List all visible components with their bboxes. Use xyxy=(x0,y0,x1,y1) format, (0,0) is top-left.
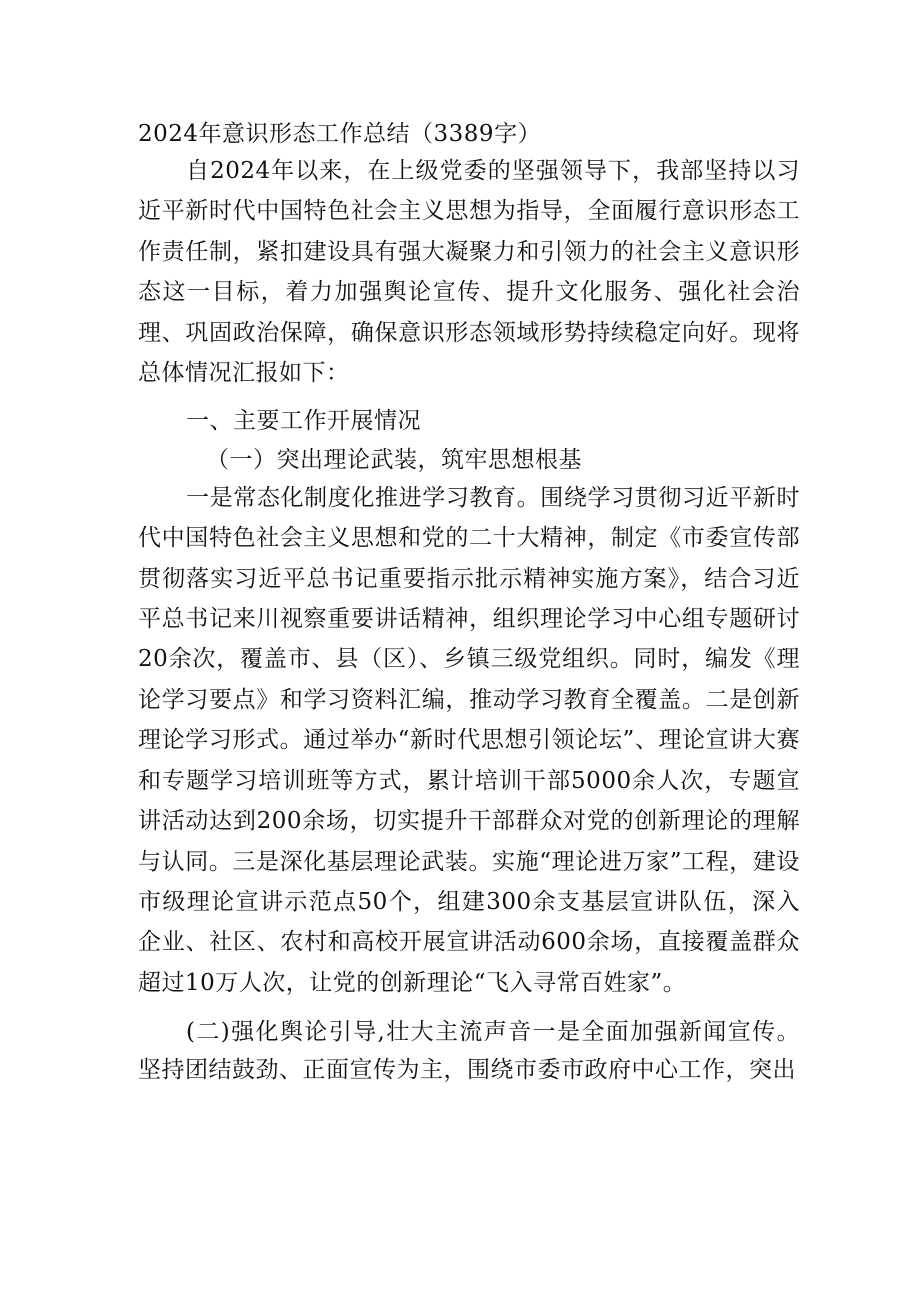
theory-paragraph: 一是常态化制度化推进学习教育。围绕学习贯彻习近平新时代中国特色社会主义思想和党的二十大精神，制定《市委宣传部贯彻落实习近平总书记重要指示批示精神实施方案》，结合习近平总书记来川视察重要讲话精神，组织理论学习中心组专题研讨20余次，覆盖市、县（区）、乡镇三级党组织。同时，编发《理论学习要点》和学习资料汇编，推动学习教育全覆盖。二是创新理论学习形式。通过举办“新时代思想引领论坛”、理论宣讲大赛和专题学习培训班等方式，累计培训干部5000余人次，专题宣讲活动达到200余场，切实提升干部群众对党的创新理论的理解与认同。三是深化基层理论武装。实施“理论进万家”工程，建设市级理论宣讲示范点50个，组建300余支基层宣讲队伍，深入企业、社区、农村和高校开展宣讲活动600余场，直接覆盖群众超过10万人次，让党的创新理论“飞入寻常百姓家”。 xyxy=(138,484,800,996)
section-heading-main-work: 一、主要工作开展情况 xyxy=(186,408,421,435)
paragraph-spacing xyxy=(138,393,800,401)
document-body xyxy=(138,111,800,1089)
public-opinion-paragraph: (二)强化舆论引导,壮大主流声音一是全面加强新闻宣传。坚持团结鼓劲、正面宣传为主，围绕市委市政府中心工作，突出 xyxy=(138,1019,800,1084)
subsection-heading-theory: （一）突出理论武装，筑牢思想根基 xyxy=(206,446,582,473)
document-title: 2024年意识形态工作总结（3389字） xyxy=(138,121,542,147)
paragraph-spacing xyxy=(138,1003,800,1013)
intro-paragraph: 自2024年以来，在上级党委的坚强领导下，我部坚持以习近平新时代中国特色社会主义思想为指导，全面履行意识形态工作责任制，紧扣建设具有强大凝聚力和引领力的社会主义意识形态这一目标，着力加强舆论宣传、提升文化服务、强化社会治理、巩固政治保障，确保意识形态领域形势持续稳定向好。现将总体情况汇报如下： xyxy=(138,158,800,387)
